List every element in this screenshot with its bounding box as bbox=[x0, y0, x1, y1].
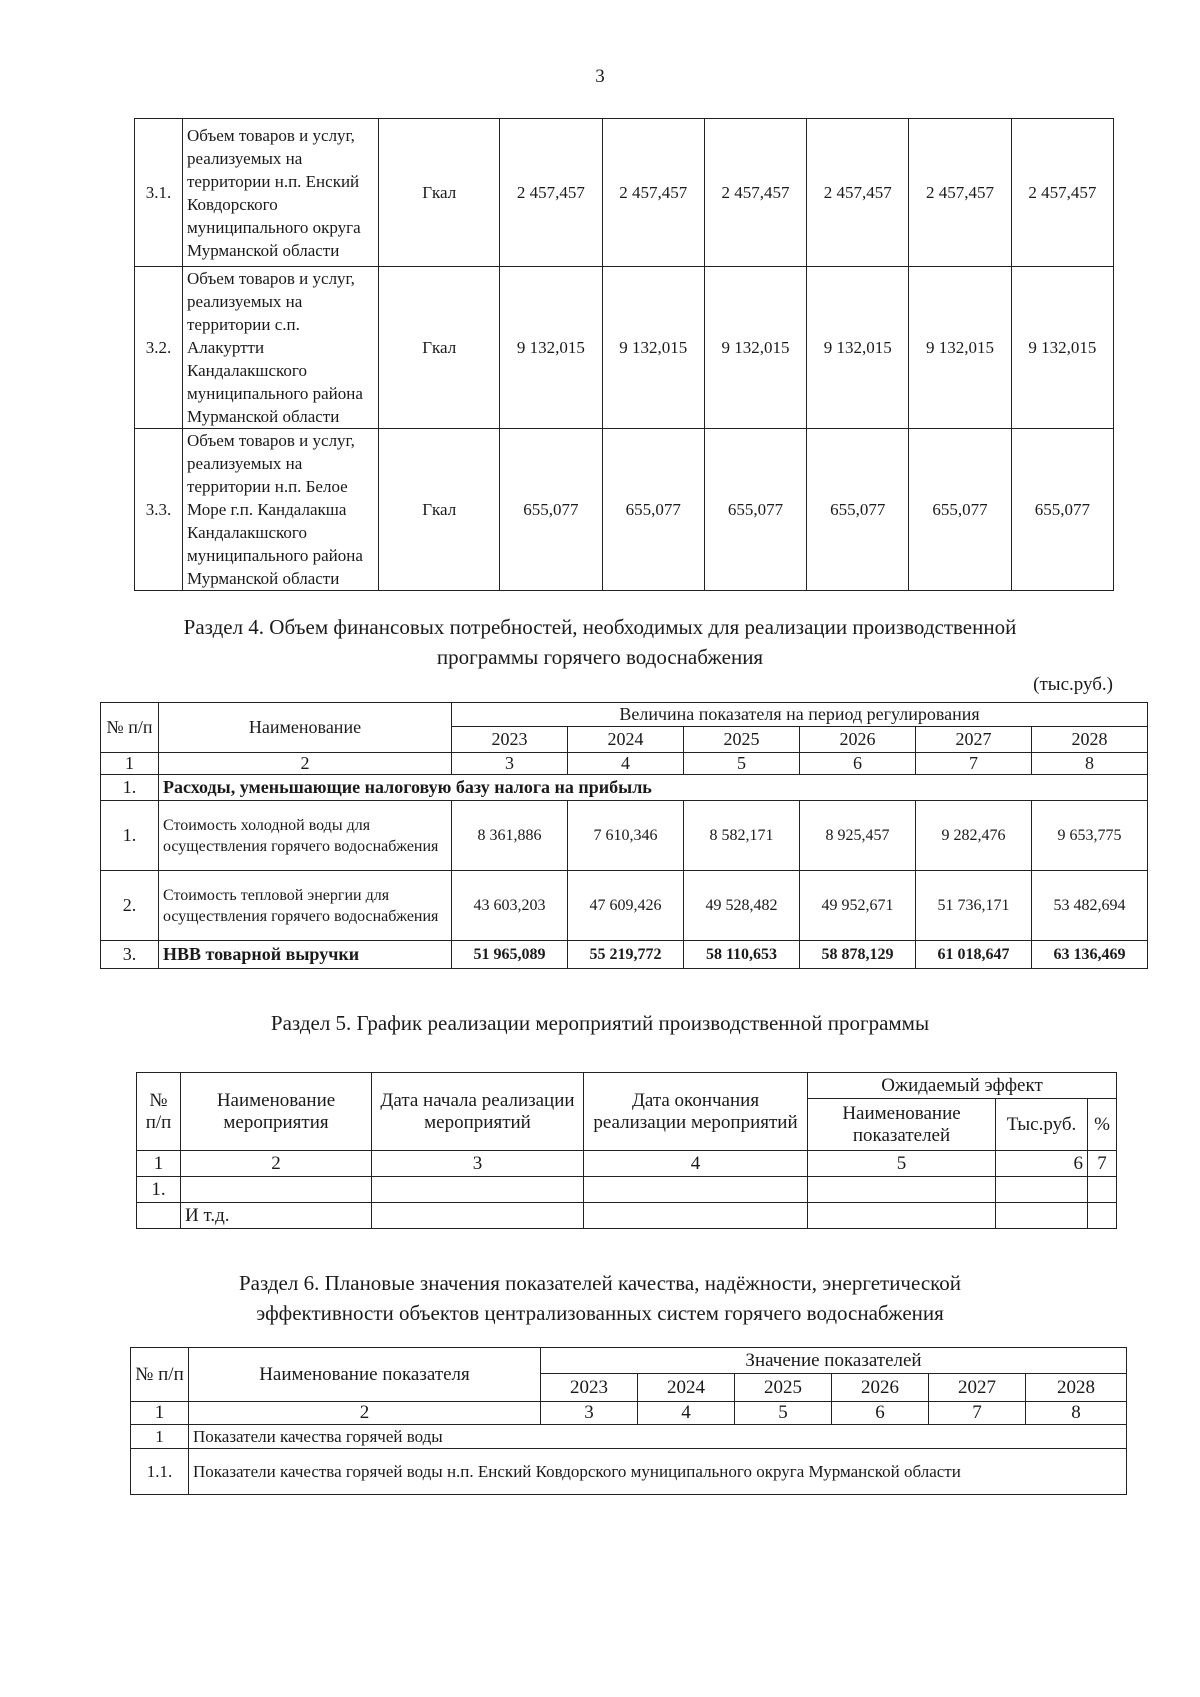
column-number: 3 bbox=[541, 1402, 638, 1425]
value-2024: 2 457,457 bbox=[602, 119, 704, 267]
row-name: Показатели качества горячей воды bbox=[189, 1425, 1127, 1449]
section-6-title-line-2: эффективности объектов централизованных систем горячего водоснабжения bbox=[256, 1301, 944, 1325]
header-year: 2025 bbox=[735, 1374, 832, 1402]
value-2028: 9 132,015 bbox=[1011, 267, 1113, 429]
value-2024: 9 132,015 bbox=[602, 267, 704, 429]
empty-cell bbox=[1088, 1203, 1117, 1229]
header-number: № п/п bbox=[131, 1348, 189, 1402]
group-row-name: Расходы, уменьшающие налоговую базу налога на прибыль bbox=[159, 775, 1148, 801]
value-2026: 655,077 bbox=[807, 429, 909, 591]
value-2025: 8 582,171 bbox=[684, 801, 800, 871]
header-year: 2024 bbox=[638, 1374, 735, 1402]
column-number: 4 bbox=[584, 1151, 808, 1177]
header-period: Величина показателя на период регулирования bbox=[452, 703, 1148, 727]
header-start-date: Дата начала реализации мероприятий bbox=[372, 1073, 584, 1151]
value-2026: 2 457,457 bbox=[807, 119, 909, 267]
empty-cell bbox=[584, 1203, 808, 1229]
value-2026: 8 925,457 bbox=[800, 801, 916, 871]
section-4-title-line-1: Раздел 4. Объем финансовых потребностей, необходимых для реализации производственной bbox=[183, 615, 1017, 639]
column-number: 5 bbox=[684, 753, 800, 775]
header-year: 2027 bbox=[916, 727, 1032, 753]
header-year: 2023 bbox=[452, 727, 568, 753]
value-2026: 58 878,129 bbox=[800, 941, 916, 969]
column-number: 5 bbox=[808, 1151, 996, 1177]
row-unit: Гкал bbox=[379, 119, 500, 267]
value-2023: 655,077 bbox=[500, 429, 602, 591]
page-number: 3 bbox=[595, 66, 605, 87]
row-number: 3.3. bbox=[135, 429, 183, 591]
column-number: 3 bbox=[452, 753, 568, 775]
row-number: 1 bbox=[131, 1425, 189, 1449]
value-2028: 9 653,775 bbox=[1032, 801, 1148, 871]
column-number: 7 bbox=[929, 1402, 1026, 1425]
header-number: № п/п bbox=[137, 1073, 181, 1151]
value-2024: 655,077 bbox=[602, 429, 704, 591]
row-number: 3.1. bbox=[135, 119, 183, 267]
empty-cell bbox=[584, 1177, 808, 1203]
column-numbers-row bbox=[137, 1151, 1117, 1177]
header-year: 2026 bbox=[800, 727, 916, 753]
header-year: 2028 bbox=[1026, 1374, 1127, 1402]
value-2027: 51 736,171 bbox=[916, 871, 1032, 941]
section-4-title bbox=[100, 612, 1100, 672]
header-expected-effect: Ожидаемый эффект bbox=[808, 1073, 1117, 1099]
section-6-title-line-1: Раздел 6. Плановые значения показателей качества, надёжности, энергетической bbox=[238, 1271, 962, 1295]
value-2023: 43 603,203 bbox=[452, 871, 568, 941]
row-number: 3.2. bbox=[135, 267, 183, 429]
column-number: 7 bbox=[916, 753, 1032, 775]
empty-cell bbox=[808, 1177, 996, 1203]
row-number: 1.1. bbox=[131, 1449, 189, 1495]
financial-needs-table bbox=[100, 702, 1148, 969]
header-rub: Тыс.руб. bbox=[996, 1099, 1088, 1151]
group-row bbox=[101, 775, 1148, 801]
value-2024: 55 219,772 bbox=[568, 941, 684, 969]
value-2028: 63 136,469 bbox=[1032, 941, 1148, 969]
column-number: 6 bbox=[832, 1402, 929, 1425]
column-numbers-row bbox=[131, 1402, 1127, 1425]
header-indicator-name: Наименование показателей bbox=[808, 1099, 996, 1151]
empty-cell bbox=[808, 1203, 996, 1229]
header-name: Наименование показателя bbox=[189, 1348, 541, 1402]
row-unit: Гкал bbox=[379, 267, 500, 429]
column-number: 2 bbox=[159, 753, 452, 775]
value-2025: 58 110,653 bbox=[684, 941, 800, 969]
table-row bbox=[131, 1425, 1127, 1449]
row-number: 1. bbox=[101, 801, 159, 871]
empty-cell bbox=[996, 1177, 1088, 1203]
value-2027: 655,077 bbox=[909, 429, 1011, 591]
table-row bbox=[131, 1449, 1127, 1495]
volume-table bbox=[134, 118, 1114, 591]
header-number: № п/п bbox=[101, 703, 159, 753]
value-2023: 51 965,089 bbox=[452, 941, 568, 969]
value-2028: 2 457,457 bbox=[1011, 119, 1113, 267]
schedule-table bbox=[136, 1072, 1117, 1229]
section-4-title-line-2: программы горячего водоснабжения bbox=[436, 645, 764, 669]
header-name: Наименование мероприятия bbox=[181, 1073, 372, 1151]
value-2024: 47 609,426 bbox=[568, 871, 684, 941]
table-row bbox=[137, 1177, 1117, 1203]
column-number: 4 bbox=[568, 753, 684, 775]
header-year: 2027 bbox=[929, 1374, 1026, 1402]
row-number: 2. bbox=[101, 871, 159, 941]
table-row bbox=[135, 429, 1114, 591]
value-2026: 9 132,015 bbox=[807, 267, 909, 429]
table-row bbox=[101, 801, 1148, 871]
table-row bbox=[135, 267, 1114, 429]
header-values: Значение показателей bbox=[541, 1348, 1127, 1374]
empty-cell bbox=[1088, 1177, 1117, 1203]
value-2027: 61 018,647 bbox=[916, 941, 1032, 969]
row-name: И т.д. bbox=[181, 1203, 372, 1229]
empty-cell bbox=[372, 1203, 584, 1229]
row-number: 3. bbox=[101, 941, 159, 969]
table-row bbox=[135, 119, 1114, 267]
table-row bbox=[101, 871, 1148, 941]
row-number: 1. bbox=[101, 775, 159, 801]
table-row bbox=[137, 1203, 1117, 1229]
empty-cell bbox=[372, 1177, 584, 1203]
column-number: 1 bbox=[137, 1151, 181, 1177]
column-numbers-row bbox=[101, 753, 1148, 775]
column-number: 3 bbox=[372, 1151, 584, 1177]
column-number: 2 bbox=[181, 1151, 372, 1177]
section-5-title: Раздел 5. График реализации мероприятий производственной программы bbox=[270, 1011, 930, 1035]
row-name bbox=[181, 1177, 372, 1203]
section-6-title bbox=[100, 1268, 1100, 1328]
value-2027: 9 282,476 bbox=[916, 801, 1032, 871]
row-number bbox=[137, 1203, 181, 1229]
header-year: 2026 bbox=[832, 1374, 929, 1402]
value-2025: 49 528,482 bbox=[684, 871, 800, 941]
value-2026: 49 952,671 bbox=[800, 871, 916, 941]
row-name: Объем товаров и услуг, реализуемых на территории н.п. Белое Море г.п. Кандалакша Кандалакшского муниципального района Мурманской области bbox=[183, 429, 379, 591]
column-number: 7 bbox=[1088, 1151, 1117, 1177]
column-number: 6 bbox=[996, 1151, 1088, 1177]
row-name: Объем товаров и услуг, реализуемых на территории н.п. Енский Ковдорского муниципального округа Мурманской области bbox=[183, 119, 379, 267]
header-year: 2028 bbox=[1032, 727, 1148, 753]
row-name: Показатели качества горячей воды н.п. Енский Ковдорского муниципального округа Мурманской области bbox=[189, 1449, 1127, 1495]
unit-label: (тыс.руб.) bbox=[1033, 674, 1113, 695]
header-end-date: Дата окончания реализации мероприятий bbox=[584, 1073, 808, 1151]
column-number: 5 bbox=[735, 1402, 832, 1425]
column-number: 8 bbox=[1032, 753, 1148, 775]
column-number: 4 bbox=[638, 1402, 735, 1425]
column-number: 6 bbox=[800, 753, 916, 775]
value-2025: 655,077 bbox=[704, 429, 806, 591]
column-number: 1 bbox=[131, 1402, 189, 1425]
row-name: Стоимость тепловой энергии для осуществления горячего водоснабжения bbox=[159, 871, 452, 941]
quality-indicators-table bbox=[130, 1347, 1127, 1495]
column-number: 2 bbox=[189, 1402, 541, 1425]
header-percent: % bbox=[1088, 1099, 1117, 1151]
value-2023: 2 457,457 bbox=[500, 119, 602, 267]
row-number: 1. bbox=[137, 1177, 181, 1203]
value-2025: 9 132,015 bbox=[704, 267, 806, 429]
column-number: 8 bbox=[1026, 1402, 1127, 1425]
total-row bbox=[101, 941, 1148, 969]
column-number: 1 bbox=[101, 753, 159, 775]
value-2027: 2 457,457 bbox=[909, 119, 1011, 267]
value-2027: 9 132,015 bbox=[909, 267, 1011, 429]
row-name: Объем товаров и услуг, реализуемых на территории с.п. Алакуртти Кандалакшского муниципального района Мурманской области bbox=[183, 267, 379, 429]
value-2023: 8 361,886 bbox=[452, 801, 568, 871]
value-2023: 9 132,015 bbox=[500, 267, 602, 429]
header-year: 2023 bbox=[541, 1374, 638, 1402]
header-name: Наименование bbox=[159, 703, 452, 753]
value-2028: 655,077 bbox=[1011, 429, 1113, 591]
row-unit: Гкал bbox=[379, 429, 500, 591]
value-2028: 53 482,694 bbox=[1032, 871, 1148, 941]
value-2025: 2 457,457 bbox=[704, 119, 806, 267]
value-2024: 7 610,346 bbox=[568, 801, 684, 871]
row-name: НВВ товарной выручки bbox=[159, 941, 452, 969]
header-year: 2024 bbox=[568, 727, 684, 753]
row-name: Стоимость холодной воды для осуществления горячего водоснабжения bbox=[159, 801, 452, 871]
empty-cell bbox=[996, 1203, 1088, 1229]
header-year: 2025 bbox=[684, 727, 800, 753]
